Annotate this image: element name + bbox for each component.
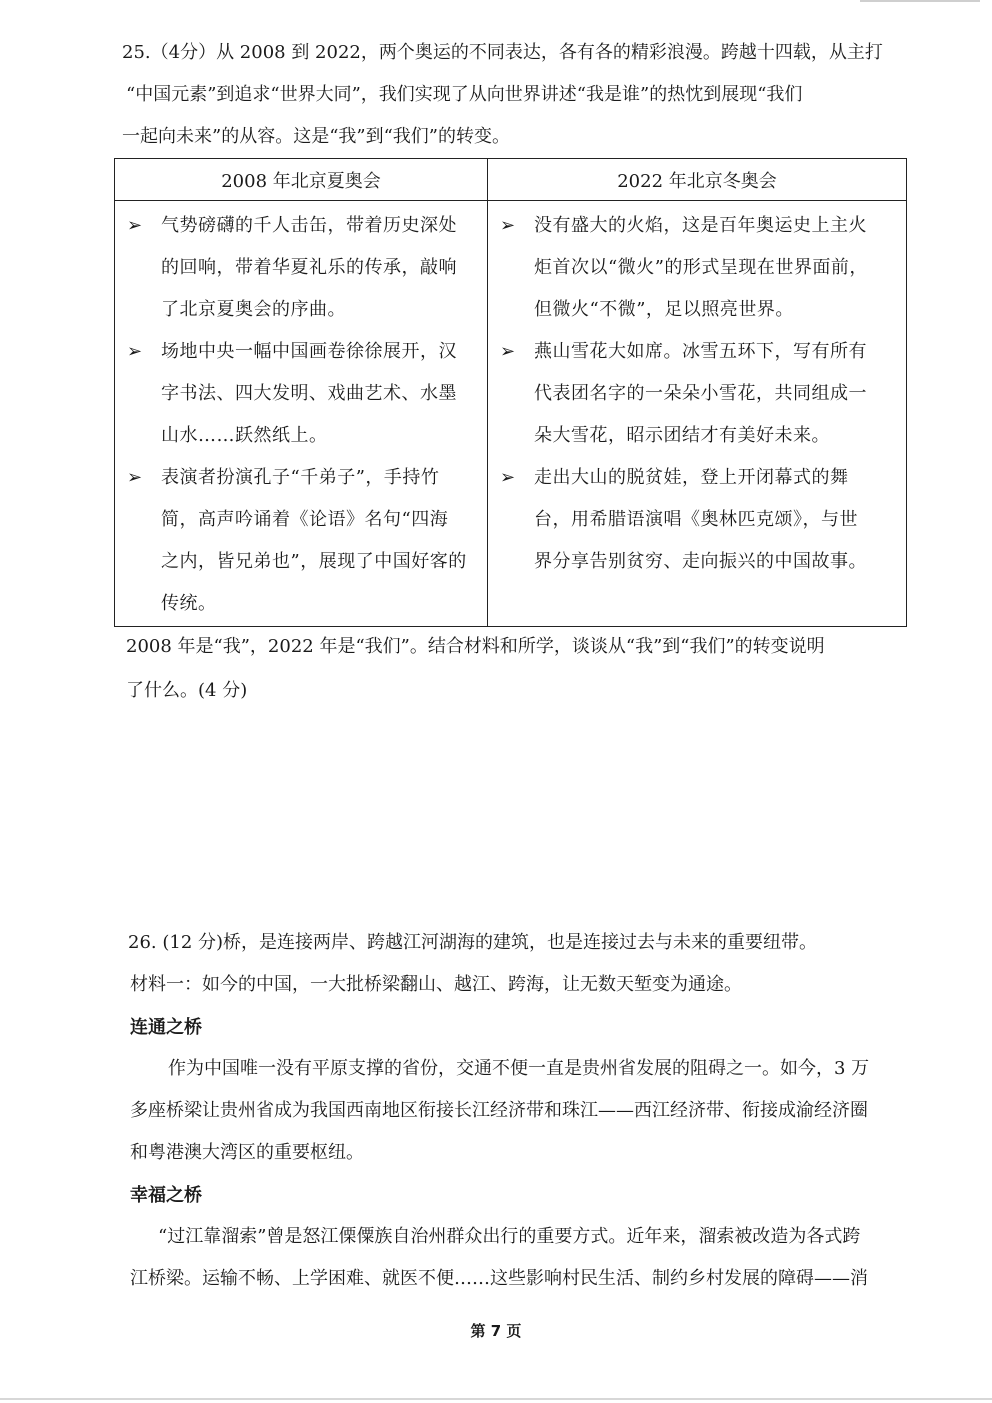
q26-p2-line1: “过江靠溜索”曾是怒江傈僳族自治州群众出行的重要方式。近年来，溜索被改造为各式跨 — [158, 1226, 861, 1247]
q26-line2: 材料一：如今的中国，一大批桥梁翻山、越江、跨海，让无数天堑变为通途。 — [130, 974, 742, 995]
page-number: 第 7 页 — [470, 1322, 522, 1340]
arrow-bullet-icon: ➢ — [500, 341, 516, 362]
table-cell-2022 — [488, 201, 907, 627]
q25-intro-line2: “中国元素”到追求“世界大同”，我们实现了从向世界讲述“我是谁”的热忱到展现“我们 — [126, 84, 803, 105]
q25-intro-line1: 25.（4分）从 2008 到 2022，两个奥运的不同表达，各有各的精彩浪漫。跨越十四载，从主打 — [122, 42, 883, 63]
scan-edge-top — [860, 0, 980, 2]
list-item: ➢ 气势磅礴的千人击缶，带着历史深处 的回响，带着华夏礼乐的传承，敲响 了北京夏奥会的序曲。 — [123, 205, 479, 331]
table-cell-2008 — [115, 201, 488, 627]
olympics-comparison-table — [114, 158, 907, 627]
q25-question-line2: 了什么。(4 分) — [126, 680, 248, 701]
table-header-2022: 2022 年北京冬奥会 — [488, 159, 907, 201]
list-item: ➢ 表演者扮演孔子“千弟子”，手持竹 简，高声吟诵着《论语》名句“四海 之内，皆兄弟也”，展现了中国好客的 传统。 — [123, 457, 479, 625]
q26-p1-line2: 多座桥梁让贵州省成为我国西南地区衔接长江经济带和珠江——西江经济带、衔接成渝经济圈 — [130, 1100, 868, 1121]
section-heading-connect: 连通之桥 — [130, 1017, 202, 1038]
arrow-bullet-icon: ➢ — [500, 467, 516, 488]
arrow-bullet-icon: ➢ — [127, 215, 143, 236]
q26-p1-line3: 和粤港澳大湾区的重要枢纽。 — [130, 1142, 364, 1163]
table-header-2008: 2008 年北京夏奥会 — [115, 159, 488, 201]
q26-line1: 26. (12 分)桥，是连接两岸、跨越江河湖海的建筑，也是连接过去与未来的重要纽带。 — [128, 932, 818, 953]
scan-edge-bottom — [0, 1398, 992, 1400]
q26-p1-line1: 作为中国唯一没有平原支撑的省份，交通不便一直是贵州省发展的阻碍之一。如今，3 万 — [168, 1058, 870, 1079]
arrow-bullet-icon: ➢ — [127, 467, 143, 488]
list-item: ➢ 场地中央一幅中国画卷徐徐展开，汉 字书法、四大发明、戏曲艺术、水墨 山水……跃然纸上。 — [123, 331, 479, 457]
section-heading-happiness: 幸福之桥 — [130, 1185, 202, 1206]
arrow-bullet-icon: ➢ — [127, 341, 143, 362]
q25-question-line1: 2008 年是“我”，2022 年是“我们”。结合材料和所学，谈谈从“我”到“我们”的转变说明 — [126, 636, 825, 657]
q26-p2-line2: 江桥梁。运输不畅、上学困难、就医不便……这些影响村民生活、制约乡村发展的障碍——消 — [130, 1268, 868, 1289]
list-item: ➢ 走出大山的脱贫娃，登上开闭幕式的舞 台，用希腊语演唱《奥林匹克颂》，与世 界分享告别贫穷、走向振兴的中国故事。 — [496, 457, 898, 583]
arrow-bullet-icon: ➢ — [500, 215, 516, 236]
q25-intro-line3: 一起向未来”的从容。这是“我”到“我们”的转变。 — [122, 126, 511, 147]
list-item: ➢ 没有盛大的火焰，这是百年奥运史上主火 炬首次以“微火”的形式呈现在世界面前， 但微火“不微”，足以照亮世界。 — [496, 205, 898, 331]
list-item: ➢ 燕山雪花大如席。冰雪五环下，写有所有 代表团名字的一朵朵小雪花，共同组成一 朵大雪花，昭示团结才有美好未来。 — [496, 331, 898, 457]
